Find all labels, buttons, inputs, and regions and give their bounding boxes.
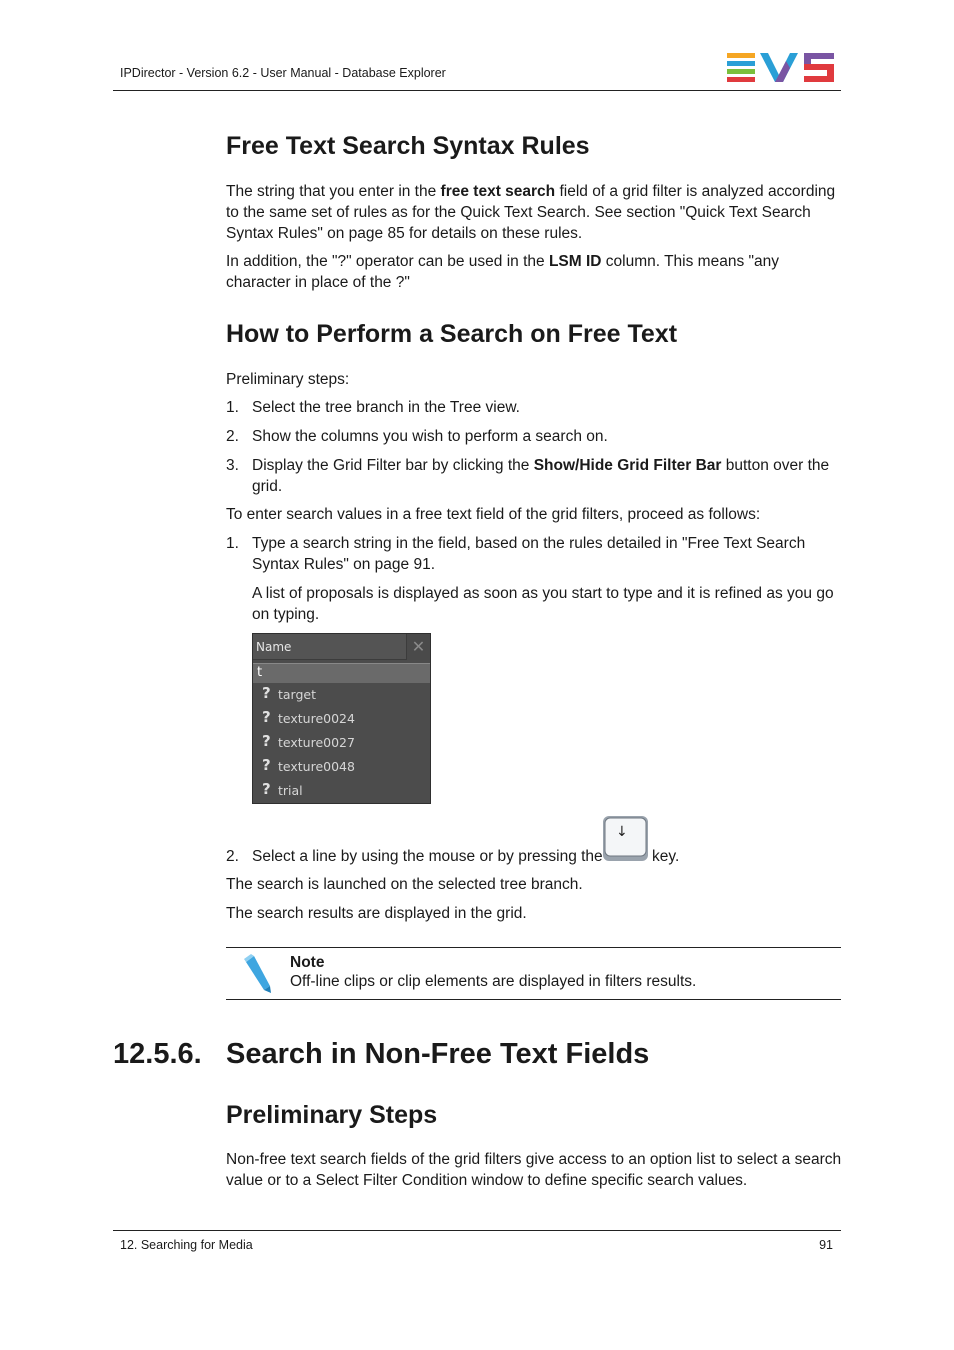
- pencil-note-icon: [240, 952, 276, 994]
- step-number: 2.: [226, 848, 239, 865]
- question-icon: ?: [262, 732, 271, 750]
- step-number: 1.: [226, 399, 239, 416]
- proposal-label: texture0048: [278, 759, 355, 774]
- question-icon: ?: [262, 684, 271, 702]
- step-subtext: A list of proposals is displayed as soon as you start to type and it is refined as you go on typing.: [252, 585, 834, 623]
- heading-free-text-syntax: Free Text Search Syntax Rules: [226, 132, 590, 160]
- note-title: Note: [290, 954, 325, 971]
- proposal-label: texture0027: [278, 735, 355, 750]
- step-text-a: Select a line by using the mouse or by pressing the: [252, 848, 603, 865]
- preliminary-intro: Preliminary steps:: [226, 371, 350, 388]
- step-number: 3.: [226, 457, 239, 474]
- down-arrow-key-icon: [602, 815, 649, 862]
- proposal-label: trial: [278, 783, 303, 798]
- step-text: Show the columns you wish to perform a search on.: [252, 428, 608, 445]
- page-number: 91: [819, 1238, 833, 1252]
- free-text-input: [253, 663, 430, 683]
- paragraph-syntax-1: The string that you enter in the free text search field of a grid filter is analyzed according to the same set of rules as for the Quick Text Search. See section "Quick Text Search Syntax Rules" on page 85 for details on these rules.: [226, 183, 836, 242]
- step-number: 2.: [226, 428, 239, 445]
- question-icon: ?: [262, 708, 271, 726]
- step-text-b: key.: [652, 848, 680, 865]
- note-text: Off-line clips or clip elements are displayed in filters results.: [290, 973, 697, 990]
- heading-how-to-search: How to Perform a Search on Free Text: [226, 320, 678, 348]
- header-rule: [113, 90, 841, 91]
- note-top-rule: [226, 947, 841, 948]
- proposal-item: [253, 755, 430, 779]
- proposal-item: [253, 731, 430, 755]
- input-value: t: [257, 665, 263, 680]
- question-icon: ?: [262, 780, 271, 798]
- paragraph-non-free-text: Non-free text search fields of the grid filters give access to an option list to select a search value or to a Select Filter Condition window to define specific search values.: [226, 1151, 842, 1189]
- column-label: Name: [256, 640, 292, 654]
- footer-chapter: 12. Searching for Media: [120, 1238, 253, 1252]
- step-text: Select the tree branch in the Tree view.: [252, 399, 520, 416]
- step-text: Display the Grid Filter bar by clicking the Show/Hide Grid Filter Bar button over the grid.: [252, 457, 830, 495]
- running-header: IPDirector - Version 6.2 - User Manual - Database Explorer: [120, 66, 446, 80]
- name-column-header: [253, 634, 430, 660]
- evs-logo: [727, 53, 834, 82]
- close-icon: ✕: [406, 634, 430, 660]
- section-number: 12.5.6.: [113, 1038, 202, 1070]
- proposal-label: target: [278, 687, 317, 702]
- key-glyph: ↓: [616, 824, 628, 840]
- footer-rule: [113, 1230, 841, 1231]
- proposal-item: [253, 707, 430, 731]
- question-icon: ?: [262, 756, 271, 774]
- procedure-intro: To enter search values in a free text field of the grid filters, proceed as follows:: [226, 506, 761, 523]
- filter-proposals-screenshot: [252, 633, 431, 804]
- note-bottom-rule: [226, 999, 841, 1000]
- proposal-label: texture0024: [278, 711, 355, 726]
- step-text: Type a search string in the field, based on the rules detailed in "Free Text Search Syntax Rules" on page 91.: [252, 535, 806, 573]
- step-number: 1.: [226, 535, 239, 552]
- heading-non-free-text: Search in Non-Free Text Fields: [226, 1038, 650, 1070]
- proposal-item: [253, 683, 430, 707]
- paragraph-after-2: The search results are displayed in the grid.: [226, 905, 527, 922]
- proposal-item: [253, 779, 430, 803]
- paragraph-after-1: The search is launched on the selected tree branch.: [226, 876, 583, 893]
- paragraph-syntax-2: In addition, the "?" operator can be used in the LSM ID column. This means "any character in place of the ?": [226, 253, 780, 291]
- heading-preliminary-steps: Preliminary Steps: [226, 1101, 438, 1129]
